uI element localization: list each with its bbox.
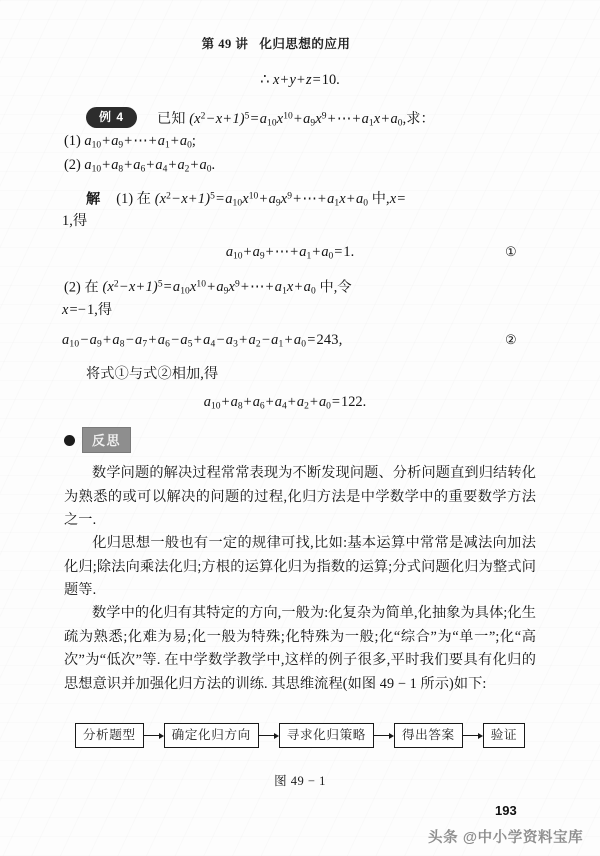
reflection-paragraph-2-text: 化归思想一般也有一定的规律可找,比如:基本运算中常常是减法向加法化归;除法向乘法化归;方根的运算化归为指数的运算;分式问题化归为整式问题等.: [64, 535, 536, 598]
reflection-paragraph-1-text: 数学问题的解决过程常常表现为不断发现问题、分析问题直到归结转化为熟悉的或可以解决的问题的过程,化归方法是中学数学中的重要数学方法之一.: [64, 465, 536, 528]
watermark: 头条 @中小学资料宝库: [428, 830, 584, 846]
flow-node-5: 验证: [483, 723, 525, 748]
equation-1: $a_{10}+a_9+\cdots+a_1+a_0=1$.: [225, 244, 355, 262]
example-heading-row: [86, 106, 538, 136]
solution-part-2-cont: x=−1,得: [62, 302, 113, 318]
flow-arrow-2-icon: [259, 733, 279, 739]
reflection-paragraph-1: [64, 462, 536, 533]
equation-1-tag: ①: [505, 244, 517, 259]
header-title: 化归思想的应用: [259, 37, 351, 51]
example-prompt: 已知 $(x^2-x+1)^5=a_{10}x^{10}+a_9x^9+\cdots+a_1x+a_0$,求：: [157, 111, 435, 129]
flow-arrow-1-icon: [144, 733, 164, 739]
flow-arrow-4-icon: [463, 733, 483, 739]
solution-part-2: (2) 在 $(x^2-x+1)^5=a_{10}x^{10}+a_9x^9+\cdots+a_1x+a_0$ 中,令: [64, 279, 352, 297]
running-header: [0, 34, 600, 52]
equation-2: $a_{10}-a_9+a_8-a_7+a_6-a_5+a_4-a_3+a_2-a_1+a_0=243$,: [62, 332, 343, 350]
flow-arrow-3-icon: [374, 733, 394, 739]
reflection-label: 反思: [82, 427, 131, 453]
solution-part-1-cont: 1,得: [62, 213, 88, 229]
example-item-2: (2) $a_{10}+a_8+a_6+a_4+a_2+a_0$.: [64, 157, 216, 175]
example-item-1: (1) $a_{10}+a_9+\cdots+a_1+a_0$;: [64, 133, 196, 151]
flow-node-4: 得出答案: [394, 723, 463, 748]
flow-node-3: 寻求化归策略: [279, 723, 374, 748]
reflection-header: [64, 427, 131, 453]
solution-label: 解: [86, 191, 101, 208]
flow-node-2: 确定化归方向: [164, 723, 259, 748]
figure-caption: 图 49 − 1: [274, 774, 326, 788]
reflection-paragraph-3: [64, 602, 536, 696]
example-badge: 例 4: [86, 107, 137, 128]
equation-2-tag: ②: [505, 332, 517, 347]
solution-part-1: 解 (1) 在 $(x^2-x+1)^5=a_{10}x^{10}+a_9x^9+\cdots+a_1x+a_0$ 中,x=: [86, 191, 406, 209]
reflection-paragraph-3-text: 数学中的化归有其特定的方向,一般为:化复杂为简单,化抽象为具体;化生疏为熟悉;化难为易;化一般为特殊;化特殊为一般;化“综合”为“单一”;化“高次”为“低次”等. 在中学数学教学中,这样的例子很多,平时我们要具有化归的思想意识并加强化归方法的训练. 其思维流程(如图 49 − 1 所示)如下:: [64, 605, 537, 692]
equation-3: $a_{10}+a_8+a_6+a_4+a_2+a_0=122$.: [203, 394, 367, 412]
combine-text: 将式①与式②相加,得: [86, 366, 219, 382]
header-lecture: 第 49 讲: [201, 37, 249, 51]
page-number: 193: [495, 803, 517, 818]
reflection-paragraph-2: [64, 532, 536, 603]
flow-node-1: 分析题型: [75, 723, 144, 748]
flowchart: [0, 723, 600, 748]
bullet-dot-icon: [64, 435, 75, 446]
carryover-equation: ∴ x+y+z=10.: [260, 72, 340, 88]
